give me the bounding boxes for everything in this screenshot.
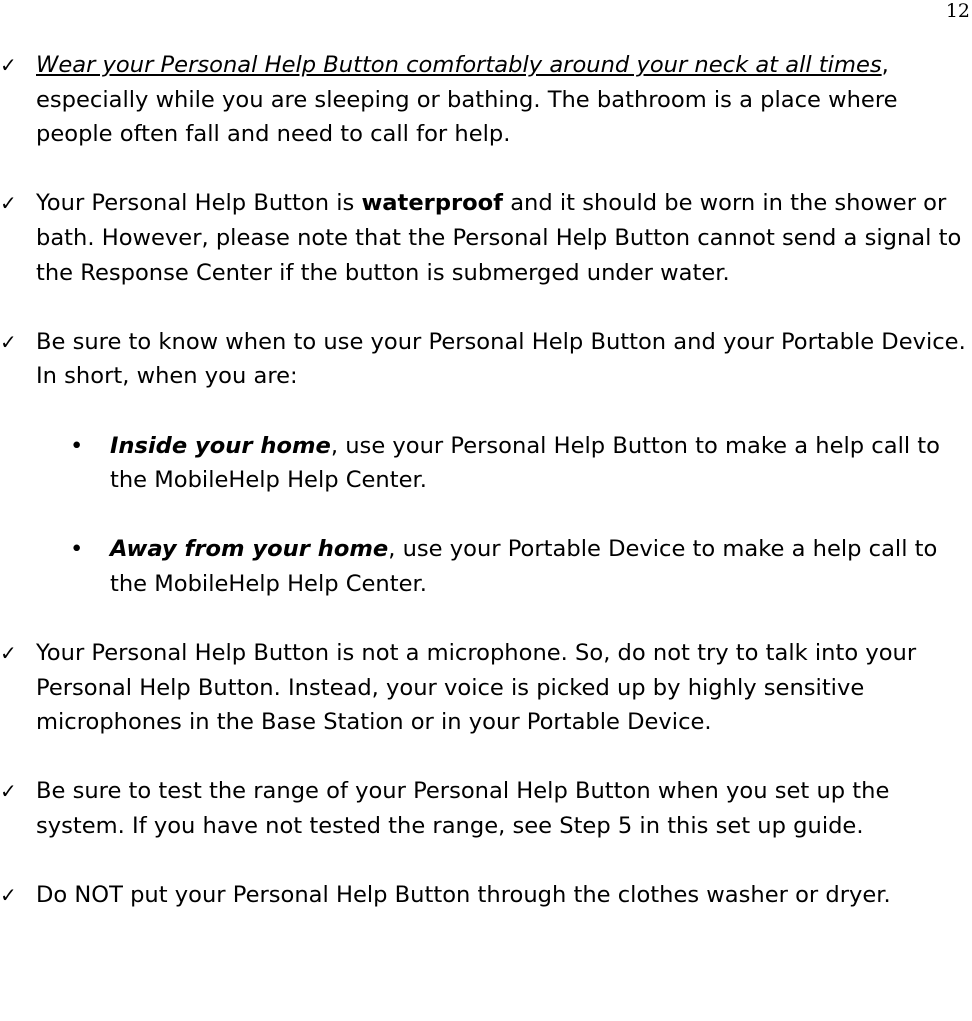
item-text: Be sure to test the range of your Personal Help Button when you set up the system. If you have not tested the range, see Step 5 in this set up guide. bbox=[36, 778, 890, 840]
checkmark-icon: ✓ bbox=[0, 883, 17, 908]
list-item-when-to-use bbox=[0, 325, 972, 394]
bullet-dot-icon: • bbox=[70, 432, 84, 459]
page-number: 12 bbox=[945, 0, 970, 22]
document-body bbox=[0, 48, 972, 947]
item-bold: waterproof bbox=[361, 190, 504, 217]
item-emphasis: Wear your Personal Help Button comfortably around your neck at all times bbox=[36, 52, 882, 78]
checkmark-icon: ✓ bbox=[0, 53, 17, 77]
list-item-waterproof bbox=[0, 186, 972, 290]
bullet-text: , use your Portable Device to make a help call to the MobileHelp Help Center. bbox=[110, 536, 938, 597]
item-text: and it should be worn in the shower or bath. However, please note that the Personal Help Button cannot send a signal to the Response Center if the button is submerged under water. bbox=[36, 190, 962, 286]
bullet-text: , use your Personal Help Button to make a help call to the MobileHelp Help Center. bbox=[110, 432, 940, 494]
bullet-away-from-home bbox=[0, 532, 972, 601]
item-text: Your Personal Help Button is bbox=[36, 190, 362, 217]
list-item-no-washer bbox=[0, 878, 972, 913]
checkmark-icon: ✓ bbox=[0, 191, 17, 216]
checkmark-icon: ✓ bbox=[0, 329, 17, 354]
list-item-not-microphone bbox=[0, 636, 972, 740]
item-text: Your Personal Help Button is not a microphone. So, do not try to talk into your Personal Help Button. Instead, your voice is picked up by highly sensitive microphones in the Base Station or in your Portable Device. bbox=[36, 640, 917, 736]
item-text: Be sure to know when to use your Personal Help Button and your Portable Device. In short, when you are: bbox=[36, 328, 966, 390]
item-text: , especially while you are sleeping or bathing. The bathroom is a place where people often fall and need to call for help. bbox=[36, 52, 898, 148]
list-item-wear-button bbox=[0, 48, 972, 152]
checkmark-icon: ✓ bbox=[0, 641, 17, 666]
bullet-emphasis: Inside your home bbox=[110, 432, 331, 459]
bullet-emphasis: Away from your home bbox=[110, 536, 389, 563]
bullet-inside-home bbox=[0, 429, 972, 498]
bullet-dot-icon: • bbox=[70, 536, 84, 563]
list-item-test-range bbox=[0, 774, 972, 843]
checkmark-icon: ✓ bbox=[0, 779, 17, 804]
item-text: Do NOT put your Personal Help Button through the clothes washer or dryer. bbox=[36, 882, 891, 909]
